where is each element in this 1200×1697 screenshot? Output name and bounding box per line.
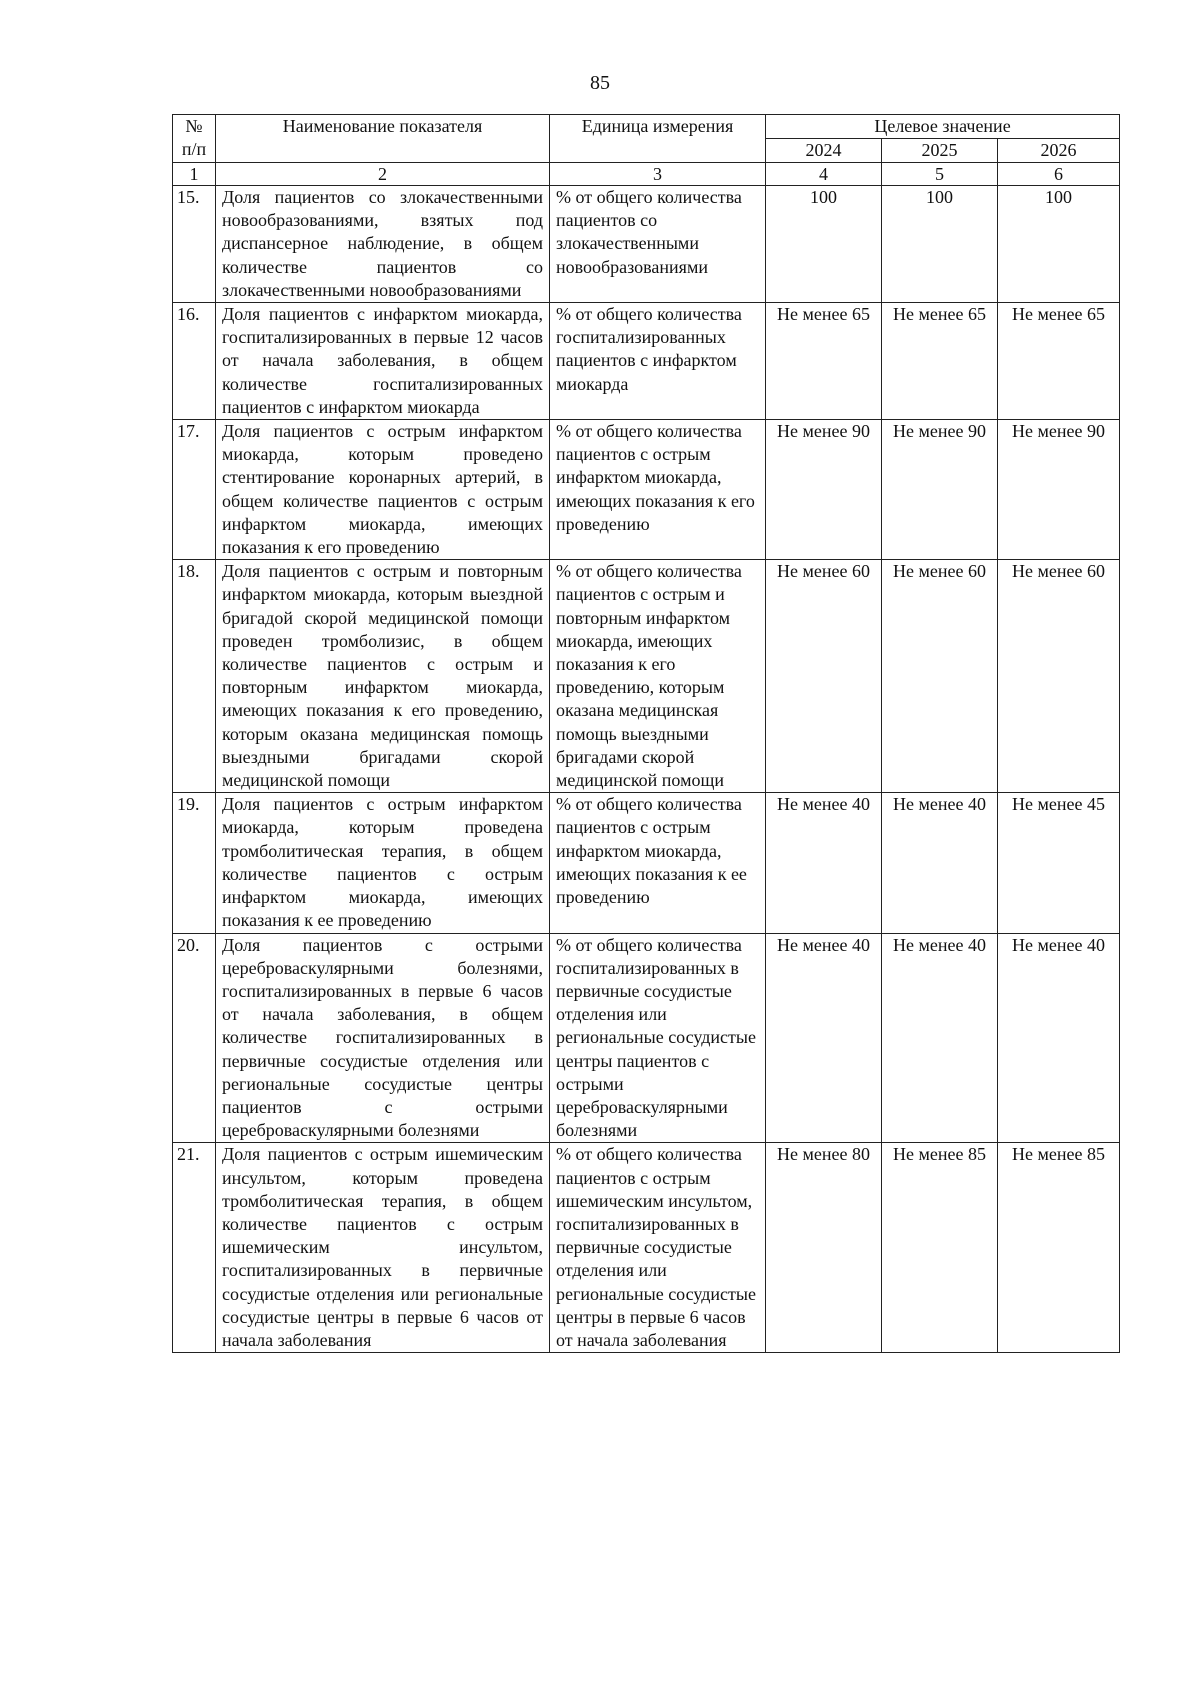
target-2025: Не менее 90 bbox=[882, 420, 998, 560]
unit-of-measure: % от общего количества пациентов со злокачественными новообразованиями bbox=[550, 186, 766, 303]
unit-of-measure: % от общего количества госпитализированных пациентов с инфарктом миокарда bbox=[550, 303, 766, 420]
table-row bbox=[173, 1143, 1120, 1353]
target-2025: Не менее 60 bbox=[882, 560, 998, 793]
row-number: 18. bbox=[173, 560, 216, 793]
row-number: 15. bbox=[173, 186, 216, 303]
column-number-4: 4 bbox=[766, 163, 882, 186]
header-unit: Единица измерения bbox=[550, 115, 766, 163]
target-2024: Не менее 65 bbox=[766, 303, 882, 420]
header-num: № п/п bbox=[173, 115, 216, 163]
row-number: 21. bbox=[173, 1143, 216, 1353]
table-row bbox=[173, 793, 1120, 933]
unit-of-measure: % от общего количества пациентов с острым инфарктом миокарда, имеющих показания к ее проведению bbox=[550, 793, 766, 933]
target-2026: Не менее 40 bbox=[998, 933, 1120, 1143]
row-number: 20. bbox=[173, 933, 216, 1143]
indicators-table bbox=[172, 114, 1120, 1353]
table-row bbox=[173, 420, 1120, 560]
column-number-6: 6 bbox=[998, 163, 1120, 186]
header-year-2024: 2024 bbox=[766, 139, 882, 163]
target-2026: 100 bbox=[998, 186, 1120, 303]
target-2025: 100 bbox=[882, 186, 998, 303]
column-number-1: 1 bbox=[173, 163, 216, 186]
target-2026: Не менее 45 bbox=[998, 793, 1120, 933]
indicator-name: Доля пациентов с острым ишемическим инсультом, которым проведена тромболитическая терапия, в общем количестве пациентов с острым ишемическим инсультом, госпитализированных в первичные сосудистые отделения или региональные сосудистые центры в первые 6 часов от начала заболевания bbox=[216, 1143, 550, 1353]
unit-of-measure: % от общего количества пациентов с острым ишемическим инсультом, госпитализированных в первичные сосудистые отделения или региональные сосудистые центры в первые 6 часов от начала заболевания bbox=[550, 1143, 766, 1353]
table-row bbox=[173, 933, 1120, 1143]
column-number-5: 5 bbox=[882, 163, 998, 186]
table-row bbox=[173, 186, 1120, 303]
target-2024: 100 bbox=[766, 186, 882, 303]
target-2024: Не менее 60 bbox=[766, 560, 882, 793]
table-row bbox=[173, 303, 1120, 420]
target-2025: Не менее 40 bbox=[882, 793, 998, 933]
header-name: Наименование показателя bbox=[216, 115, 550, 163]
header-year-2026: 2026 bbox=[998, 139, 1120, 163]
unit-of-measure: % от общего количества пациентов с острым инфарктом миокарда, имеющих показания к его проведению bbox=[550, 420, 766, 560]
indicator-name: Доля пациентов с острым и повторным инфарктом миокарда, которым выездной бригадой скорой медицинской помощи проведен тромболизис, в общем количестве пациентов с острым и повторным инфарктом миокарда, имеющих показания к его проведению, которым оказана медицинская помощь выездными бригадами скорой медицинской помощи bbox=[216, 560, 550, 793]
target-2026: Не менее 60 bbox=[998, 560, 1120, 793]
page-number: 85 bbox=[590, 72, 610, 94]
table-row bbox=[173, 560, 1120, 793]
unit-of-measure: % от общего количества пациентов с острым и повторным инфарктом миокарда, имеющих показания к его проведению, которым оказана медицинская помощь выездными бригадами скорой медицинской помощи bbox=[550, 560, 766, 793]
header-year-2025: 2025 bbox=[882, 139, 998, 163]
target-2026: Не менее 85 bbox=[998, 1143, 1120, 1353]
header-target: Целевое значение bbox=[766, 115, 1120, 139]
target-2025: Не менее 85 bbox=[882, 1143, 998, 1353]
target-2024: Не менее 90 bbox=[766, 420, 882, 560]
row-number: 19. bbox=[173, 793, 216, 933]
target-2024: Не менее 80 bbox=[766, 1143, 882, 1353]
target-2024: Не менее 40 bbox=[766, 933, 882, 1143]
column-number-3: 3 bbox=[550, 163, 766, 186]
target-2024: Не менее 40 bbox=[766, 793, 882, 933]
row-number: 17. bbox=[173, 420, 216, 560]
indicator-name: Доля пациентов с острыми цереброваскулярными болезнями, госпитализированных в первые 6 часов от начала заболевания, в общем количестве госпитализированных в первичные сосудистые отделения или региональные сосудистые центры пациентов с острыми цереброваскулярными болезнями bbox=[216, 933, 550, 1143]
target-2025: Не менее 65 bbox=[882, 303, 998, 420]
column-number-2: 2 bbox=[216, 163, 550, 186]
unit-of-measure: % от общего количества госпитализированных в первичные сосудистые отделения или региональные сосудистые центры пациентов с острыми цереброваскулярными болезнями bbox=[550, 933, 766, 1143]
indicator-name: Доля пациентов с острым инфарктом миокарда, которым проведена тромболитическая терапия, в общем количестве пациентов с острым инфарктом миокарда, имеющих показания к ее проведению bbox=[216, 793, 550, 933]
indicator-name: Доля пациентов с инфарктом миокарда, госпитализированных в первые 12 часов от начала заболевания, в общем количестве госпитализированных пациентов с инфарктом миокарда bbox=[216, 303, 550, 420]
target-2025: Не менее 40 bbox=[882, 933, 998, 1143]
target-2026: Не менее 65 bbox=[998, 303, 1120, 420]
target-2026: Не менее 90 bbox=[998, 420, 1120, 560]
row-number: 16. bbox=[173, 303, 216, 420]
indicator-name: Доля пациентов с острым инфарктом миокарда, которым проведено стентирование коронарных артерий, в общем количестве пациентов с острым инфарктом миокарда, имеющих показания к его проведению bbox=[216, 420, 550, 560]
indicator-name: Доля пациентов со злокачественными новообразованиями, взятых под диспансерное наблюдение, в общем количестве пациентов со злокачественными новообразованиями bbox=[216, 186, 550, 303]
